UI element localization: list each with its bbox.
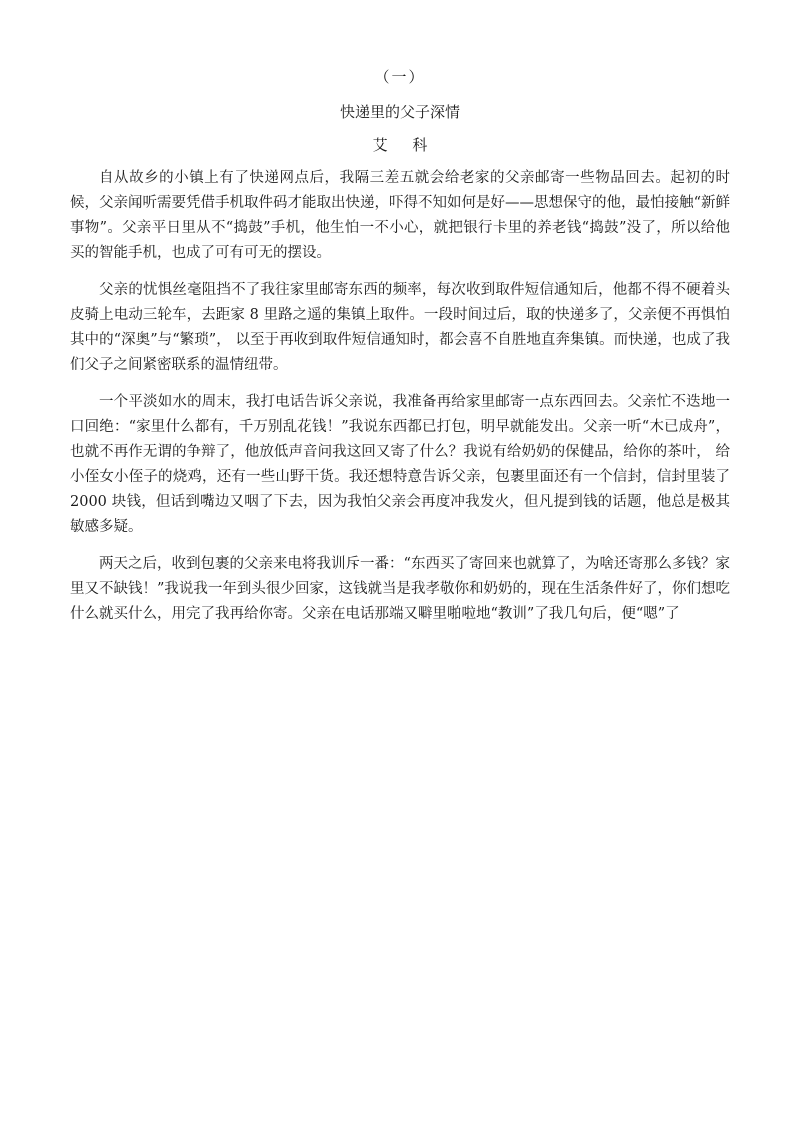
- paragraph-1: 自从故乡的小镇上有了快递网点后，我隔三差五就会给老家的父亲邮寄一些物品回去。起初的时候，父亲闻听需要凭借手机取件码才能取出快递，吓得不知如何是好——思想保守的他，最怕接触“新鲜事物”。父亲平日里从不“捣鼓”手机，他生怕一不小心，就把银行卡里的养老钱“捣鼓”没了，所以给他买的智能手机，也成了可有可无的摆设。: [70, 170, 730, 261]
- paragraph-4: 两天之后，收到包裹的父亲来电将我训斥一番：“东西买了寄回来也就算了，为啥还寄那么多钱？家里又不缺钱！”我说我一年到头很少回家，这钱就当是我孝敬你和奶奶的，现在生活条件好了，你们想吃什么就买什么，用完了我再给你寄。父亲在电话那端又噼里啪啦地“教训”了我几句后，便“嗯”了: [70, 556, 730, 622]
- article-title: 快递里的父子深情: [339, 103, 460, 121]
- paragraph-3: 一个平淡如水的周末，我打电话告诉父亲说，我准备再给家里邮寄一点东西回去。父亲忙不迭地一口回绝：“家里什么都有，千万别乱花钱！”我说东西都已打包，明早就能发出。父亲一听“木已成舟”，也就不再作无谓的争辩了，他放低声音问我这回又寄了什么？我说有给奶奶的保健品，给你的茶叶， 给小侄女小侄子的烧鸡，还有一些山野干货。我还想特意告诉父亲，包裹里面还有一个信封，信封里装了 2000 块钱，但话到嘴边又咽了下去，因为我怕父亲会再度冲我发火，但凡提到钱的话题，他总是极其敏感多疑。: [70, 394, 730, 535]
- paragraph-2: 父亲的忧惧丝毫阻挡不了我往家里邮寄东西的频率，每次收到取件短信通知后，他都不得不硬着头皮骑上电动三轮车，去距家 8 里路之遥的集镇上取件。一段时间过后，取的快递多了，父亲便不再惧怕其中的“深奥”与“繁琐”， 以至于再收到取件短信通知时，都会喜不自胜地直奔集镇。而快递，也成了我们父子之间紧密联系的温情纽带。: [70, 282, 730, 373]
- article-author: 艾 科: [372, 136, 438, 154]
- article-body: [70, 166, 730, 639]
- section-number: （一）: [374, 68, 426, 86]
